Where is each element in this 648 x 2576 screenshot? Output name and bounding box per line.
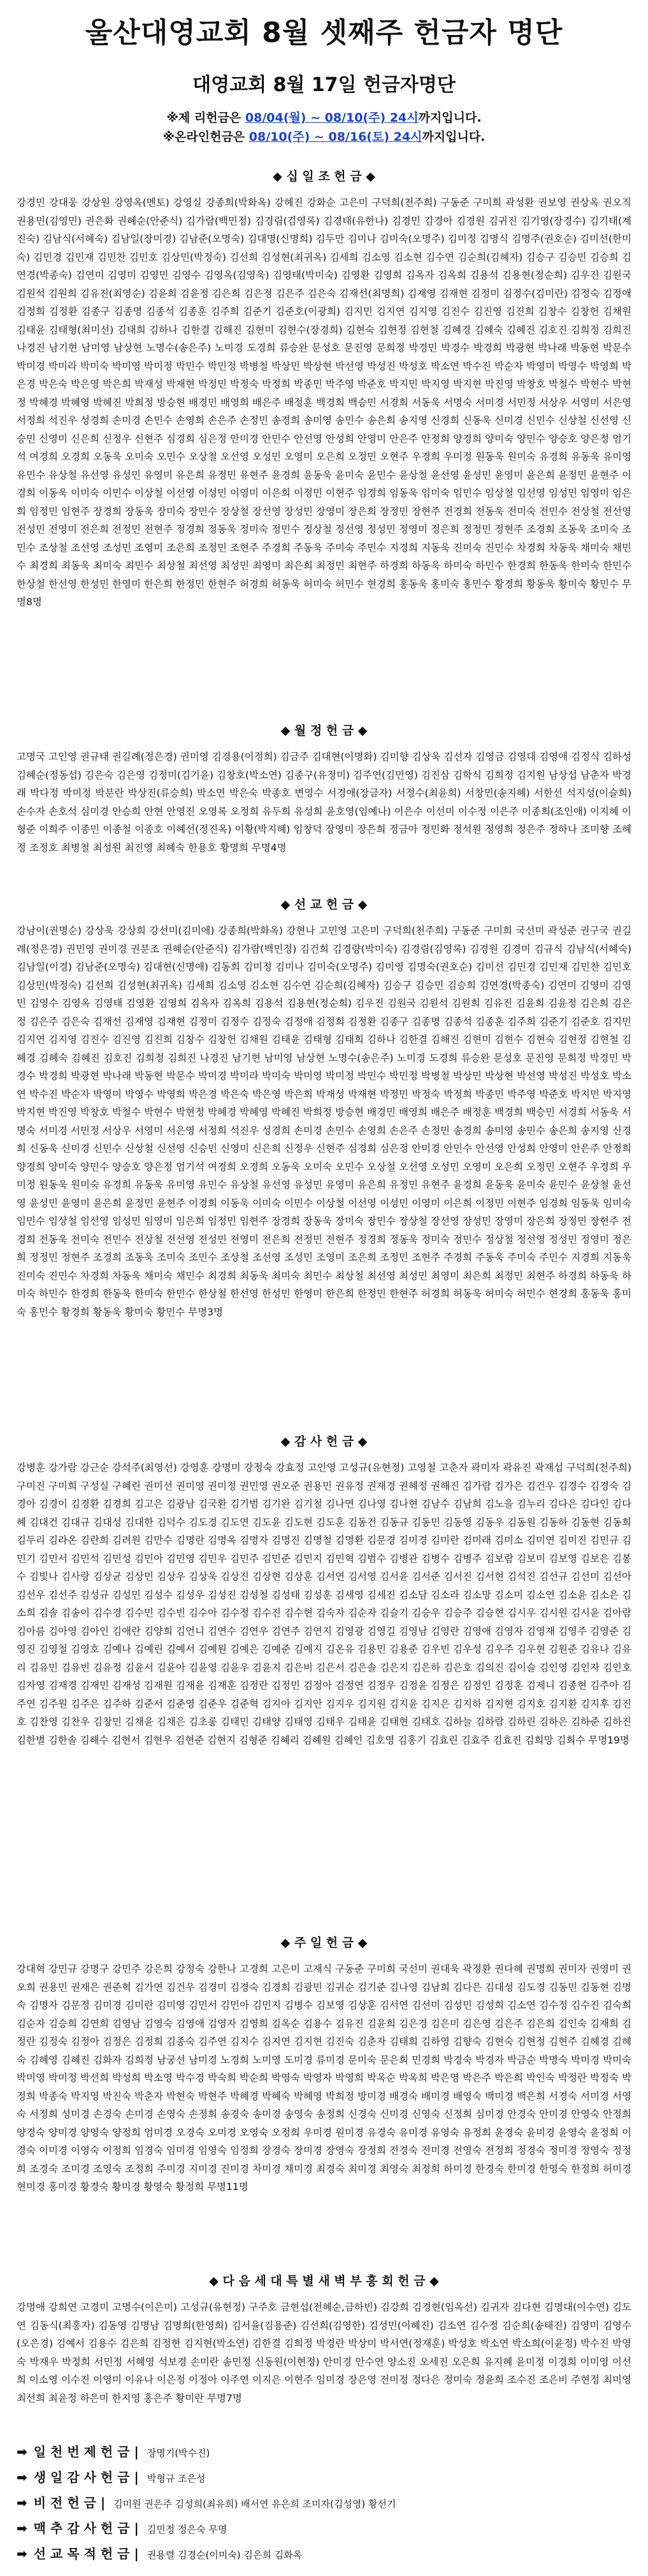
- notice-prefix: ※제 리헌금은: [166, 111, 245, 125]
- bottom-list: [17, 2439, 631, 2566]
- row-value: 장명기(박수진): [147, 2447, 210, 2459]
- arrow-icon: ➡: [17, 2521, 27, 2536]
- notice-prefix: ※온라인헌금은: [162, 130, 249, 144]
- donor-list: 강남이(권명순) 강상욱 강상희 강선미(김미애) 강종희(박화옥) 강현나 고민영 고은미 구덕희(천주희) 구동준 구미희 국선미 곽성준 권구국 권길례(정은경) 권민영 권미경 권분조 권혜순(안준식) 김가람(백민정) 김건희 김경량(박미숙) 김경림(김영록) 김경원 김경미 김규식 김남식(서혜숙) 김남일(이경) 김남준(오명숙) 김대현(신명애) 김동희 김미정 김미나 김미숙(오명주) 김미영 김명숙(권호순) 김미선 김민경 김민재 김민찬 김민호 김상민(박정숙) 김선희 김성현(최귀옥) 김세희 김소영 김소현 김수연 김순희(김혜자) 김승구 김승민 김승희 김연경(박종숙) 김연미 김영미 김영민 김영수 김영옥 김영태 김영환 김영희 김옥자 김옥희 김용석 김용현(정순희) 김우진 김원국 김원석 김원희 김유진 김윤희 김윤정 김은희 김은정 김은주 김은숙 김재선 김재영 김재현 김정미 김정수 김정숙 김정애 김정희 김정환 김종구 김종명 김종석 김종훈 김주희 김준기 김준호 김지민 김지연 김지영 김진수 김진영 김진희 김창수 김창헌 김채원 김태윤 김태형 김태희 김하나 김한결 김해진 김현미 김현수 김현숙 김현정 김현철 김혜경 김혜숙 김혜진 김호진 김희정 김희진 나경진 남기현 남미영 남상현 노명수(송은주) 노미경 도경희 류승완 문성호 문진영 문희정 박경민 박경수 박경희 박광현 박나래 박동현 박문수 박미경 박미라 박미숙 박미영 박미정 박민수 박민정 박병철 박상민 박상현 박선영 박성진 박성호 박소연 박수진 박순자 박영미 박영수 박영희 박은경 박은숙 박은영 박은희 박재성 박재현 박정민 박정숙 박정희 박종민 박주영 박준호 박지민 박지영 박지현 박진영 박창호 박철수 박현수 박현정 박혜경 박혜영 박혜진 박희정 방승현 배경민 배영희 배은주 배정훈 백경희 백승민 서경희 서동욱 서명숙 서미경 서민정 서상우 서영미 서은영 서정희 석진우 성경희 손미경 손민수 손영희 손은주 손정민 송경희 송미영 송민수 송은희 송지영 신경희 신동욱 신미경 신민수 신상철 신선영 신승민 신영미 신은희 신정우 신현주 심경희 심은정 안미경 안민수 안선영 안성희 안영미 안은주 안정희 양경희 양미숙 양민수 양승호 양은정 엄기석 여경희 오경희 오동욱 오미숙 오민수 오상철 오선영 오성민 오영미 오은희 오정민 오현주 우경희 우미정 원동욱 원미숙 유경희 유동욱 유미영 유민수 유상철 유선영 유성민 유영미 유은희 유정민 유현주 윤경희 윤동욱 윤미숙 윤민수 윤상철 윤선영 윤성민 윤영미 윤은희 윤정민 윤현주 이경희 이동욱 이미숙 이민수 이상철 이선영 이성민 이영미 이은희 이정민 이현주 임경희 임동욱 임미숙 임민수 임상철 임선영 임성민 임영미 임은희 임정민 임현주 장경희 장동욱 장미숙 장민수 장상철 장선영 장성민 장영미 장은희 장정민 장현주 전경희 전동욱 전미숙 전민수 전상철 전선영 전성민 전영미 전은희 전정민 전현주 정경희 정동욱 정미숙 정민수 정상철 정선영 정성민 정영미 정은희 정정민 정현주 조경희 조동욱 조미숙 조민수 조상철 조선영 조성민 조영미 조은희 조정민 조현주 주경희 주동욱 주미숙 주민수 지경희 지동욱 진미숙 진민수 차경희 차동욱 채미숙 채민수 최경희 최동욱 최미숙 최민수 최상철 최선영 최성민 최영미 최은희 최정민 최현주 하경희 하동욱 하미숙 하민수 한경희 한동욱 한미숙 한민수 한상철 한선영 한성민 한영미 한은희 한정민 한현주 허경희 허동욱 허미숙 허민수 현경희 홍동욱 홍미숙 홍민수 황경희 황동욱 황미숙 황민수 무명3명: [17, 925, 631, 1318]
- bottom-row-thousand: ➡ 일 천 번 제 헌 금 | 장명기(박수진): [17, 2444, 210, 2459]
- arrow-icon: ➡: [17, 2444, 27, 2459]
- notice-list: [0, 108, 648, 147]
- bottom-row-harvest: ➡ 맥 추 감 사 헌 금 | 김민정 정은숙 무명: [17, 2521, 227, 2536]
- arrow-icon: ➡: [17, 2470, 27, 2485]
- section-monthly: [17, 720, 631, 875]
- donor-list: 강병훈 강가람 강근순 강석주(최영선) 강영훈 강명미 강정숙 강효정 고인영 고성규(유현정) 고영철 고춘자 곽미자 곽유진 곽재섭 구덕희(천주희) 구미진 구미희 구성실 구혜린 권미선 권미영 권미정 권민영 권오준 권용민 권유정 권재경 권혜정 권해진 김가람 김가은 김건우 김경수 김경숙 김경아 김경이 김경환 김경희 김고은 김광남 김국환 김기범 김기완 김기철 김나연 김나영 김나현 김남수 김남희 김노을 김누리 김다은 김다인 김다혜 김대건 김대규 김대성 김대한 김덕수 김도경 김도연 김도윤 김도현 김도훈 김동건 김동규 김동민 김동영 김동우 김동원 김동하 김동현 김동희 김두리 김라온 김란희 김려원 김만수 김명란 김명옥 김명자 김명진 김명철 김명환 김문경 김미경 김미란 김미래 김미소 김미연 김미진 김민규 김민기 김민서 김민석 김민성 김민아 김민영 김민우 김민주 김민준 김민지 김민혁 김범수 김병관 김병수 김병주 김보람 김보미 김보영 김보은 김봉수 김빛나 김사랑 김상균 김상민 김상우 김상욱 김상진 김상현 김상훈 김서연 김서영 김서윤 김서준 김서진 김서현 김석진 김선규 김선미 김선아 김선우 김선주 김성규 김성민 김성수 김성우 김성진 김성철 김성태 김성훈 김세영 김세진 김소담 김소라 김소망 김소미 김소연 김소윤 김소은 김소희 김솔 김송이 김수경 김수민 김수빈 김수아 김수정 김수진 김수현 김숙자 김순자 김슬기 김승우 김승주 김승현 김시우 김시원 김시윤 김아람 김아름 김아영 김아인 김애란 김양희 김언니 김연수 김연우 김연주 김연지 김영광 김영길 김영남 김영란 김영애 김영자 김영재 김영주 김영준 김영진 김영철 김영호 김예나 김예린 김예서 김예원 김예은 김예준 김예지 김온유 김용민 김용준 김우빈 김우성 김우주 김우현 김원준 김유나 김유리 김유민 김유빈 김유정 김윤서 김윤아 김윤영 김윤우 김윤지 김은비 김은서 김은솔 김은지 김은하 김은호 김의진 김이슬 김인영 김인자 김인호 김자영 김재경 김재민 김재성 김재원 김재윤 김재훈 김정란 김정민 김정아 김정연 김정우 김정윤 김정은 김정인 김정훈 김제니 김종현 김주아 김주연 김주원 김주은 김주하 김준서 김준영 김준우 김준혁 김지아 김지안 김지우 김지원 김지윤 김지은 김지하 김지현 김지호 김지환 김지후 김진호 김찬영 김찬우 김창민 김채윤 김채은 김초롱 김태민 김태양 김태영 김태우 김태윤 김태현 김태호 김하늘 김하람 김하린 김하은 김하준 김하진 김한별 김한솔 김해수 김현서 김현우 김현준 김현지 김형준 김혜리 김혜원 김혜인 김호영 김홍기 김효린 김효주 김효진 김희망 김희수 무명19명: [17, 1462, 631, 1746]
- section-title: ◆ 주 일 헌 금 ◆: [280, 1936, 368, 1950]
- bottom-row-vision: ➡ 비 전 헌 금 | 김미원 권은주 김성희(최유희) 배서연 유은희 조미자(김성영) 황선기: [17, 2495, 396, 2510]
- notice-period: 08/04(월) ~ 08/10(주) 24시: [245, 111, 419, 125]
- arrow-icon: ➡: [17, 2495, 27, 2510]
- donor-list: 강명애 강희연 고경미 고명수(이은미) 고성규(유현정) 구주호 금현섭(전혜순,금하빈) 김강희 김경현(임옥선) 김귀자 김다현 김명대(이수연) 김도연 김동식(최홍자) 김동영 김명남 김명희(한영희) 김서율(김용준) 김선희(김영한) 김성민(이혜진) 김소연 김수정 김순희(송태진) 김영미 김영수(오은경) 김예서 김용수 김은희 김정현 김지현(박소연) 김한결 김희정 박경란 박상미 박서연(정재훈) 박성호 박소연 박소희(이윤정) 박수진 박영숙 박재우 박정희 서민정 서혜영 석보경 손미란 송민정 신동원(이현정) 안미경 안수연 양소진 오세진 오은희 유지혜 윤미정 이경희 이미영 이선희 이소영 이수진 이영미 이유나 이은정 이정아 이주연 이지은 이현주 임미경 장은영 전미정 정다은 정미숙 정윤희 조수진 조은비 주현정 최미영 최선희 최윤정 하은미 한지영 홍은주 황미란 무명7명: [17, 2301, 631, 2404]
- donor-list: 강경민 강대웅 강상원 강영옥(멘토) 강영실 강종희(박화옥) 강혜진 강화순 고은미 구덕희(천주희) 구동준 구미희 곽성환 권보영 권상옥 권오직 권용민(김영민) 권은화 권혜순(안준식) 김가람(백민정) 김경림(김영록) 김경태(유한나) 김경민 김경아 김경원 김귀진 김기영(장경수) 김기태(계진숙) 김남식(서혜숙) 김남일(장미경) 김남준(오명숙) 김대명(신명희) 김두만 김미나 김미숙(오명주) 김미정 김명식 김명주(권호순) 김미선(한미숙) 김민경 김민재 김민찬 김민호 김상민(박정숙) 김선희 김성현(최귀옥) 김세희 김소영 김소현 김수연 김순희(김혜자) 김승구 김승민 김승희 김연경(박종숙) 김연미 김영미 김영민 김영수 김영옥(김영욱) 김영태(박미숙) 김영환 김영희 김옥자 김옥희 김용석 김용현(정순희) 김우진 김원국 김원석 김원희 김유진(최영순) 김윤희 김윤정 김은희 김은정 김은주 김은숙 김재선(최명희) 김재영 김재현 김정미 김정수(김미란) 김정숙 김정애 김정희 김정환 김종구 김종명 김종석 김종훈 김주희 김준기 김준호(이광희) 김지민 김지연 김지영 김진수 김진영 김진희 김창수 김창헌 김채원 김태윤 김태형(최미선) 김태희 김하나 김한결 김해진 김현미 김현수(장경희) 김현숙 김현정 김현철 김혜경 김혜숙 김혜진 김호진 김희정 김희진 나경진 남기현 남미영 남상현 노명수(송은주) 노미경 도경희 류승완 문성호 문진영 문희정 박경민 박경수 박경희 박광현 박나래 박동현 박문수 박미경 박미라 박미숙 박미영 박미정 박민수 박민정 박병철 박상민 박상현 박선영 박성진 박성호 박소연 박수진 박순자 박영미 박영수 박영희 박은경 박은숙 박은영 박은희 박재성 박재현 박정민 박정숙 박정희 박종민 박주영 박준호 박지민 박지영 박지현 박진영 박창호 박철수 박현수 박현정 박혜경 박혜영 박혜진 박희정 방승현 배경민 배영희 배은주 배정훈 백경희 백승민 서경희 서동욱 서명숙 서미경 서민정 서상우 서영미 서은영 서정희 석진우 성경희 손미경 손민수 손영희 손은주 손정민 송경희 송미영 송민수 송은희 송지영 신경희 신동욱 신미경 신민수 신상철 신선영 신승민 신영미 신은희 신정우 신현주 심경희 심은정 안미경 안민수 안선영 안성희 안영미 안은주 안정희 양경희 양미숙 양민수 양승호 양은정 엄기석 여경희 오경희 오동욱 오미숙 오민수 오상철 오선영 오성민 오영미 오은희 오정민 오현주 우경희 우미정 원동욱 원미숙 유경희 유동욱 유미영 유민수 유상철 유선영 유성민 유영미 유은희 유정민 유현주 윤경희 윤동욱 윤미숙 윤민수 윤상철 윤선영 윤성민 윤영미 윤은희 윤정민 윤현주 이경희 이동욱 이미숙 이민수 이상철 이선영 이성민 이영미 이은희 이정민 이현주 임경희 임동욱 임미숙 임민수 임상철 임선영 임성민 임영미 임은희 임정민 임현주 장경희 장동욱 장미숙 장민수 장상철 장선영 장성민 장영미 장은희 장정민 장현주 전경희 전동욱 전미숙 전민수 전상철 전선영 전성민 전영미 전은희 전정민 전현주 정경희 정동욱 정미숙 정민수 정상철 정선영 정성민 정영미 정은희 정정민 정현주 조경희 조동욱 조미숙 조민수 조상철 조선영 조성민 조영미 조은희 조정민 조현주 주경희 주동욱 주미숙 주민수 지경희 지동욱 진미숙 진민수 차경희 차동욱 채미숙 채민수 최경희 최동욱 최미숙 최민수 최상철 최선영 최성민 최영미 최은희 최정민 최현주 하경희 하동욱 하미숙 하민수 한경희 한동욱 한미숙 한민수 한상철 한선영 한성민 한영미 한은희 한정민 한현주 허경희 허동욱 허미숙 허민수 현경희 홍동욱 홍미숙 홍민수 황경희 황동욱 황미숙 황민수 무명8명: [17, 197, 631, 608]
- page-subtitle: 대영교회 8월 17일 헌금자명단: [192, 74, 456, 96]
- section-title: ◆ 십 일 조 헌 금 ◆: [273, 169, 375, 183]
- arrow-icon: ➡: [17, 2546, 27, 2561]
- row-label: 일 천 번 제 헌 금: [33, 2444, 130, 2459]
- notice-suffix: 까지입니다.: [418, 111, 482, 125]
- bottom-row-birthday: ➡ 생 일 감 사 헌 금 | 박형규 조은성: [17, 2470, 206, 2485]
- notice-offline: [0, 108, 648, 127]
- section-title: ◆ 선 교 헌 금 ◆: [280, 898, 368, 912]
- notice-period: 08/10(주) ~ 08/16(토) 24시: [248, 130, 422, 144]
- section-mission: [17, 894, 631, 1412]
- row-value: 김민정 정은숙 무명: [147, 2524, 227, 2535]
- donor-list: 고명국 고인영 권규태 권길례(정은경) 권미영 김경용(이정희) 김금주 김대현(이명화) 김미향 김상욱 김선자 김영금 김영대 김영애 김정식 김하성 김혜순(정동섭) 김은숙 김은영 김정미(김기윤) 김창호(박소연) 김종구(유정미) 김주연(김민영) 김진삼 김학식 김희정 김지원 남상섭 남춘자 박경래 박다정 박미정 박분란 박상진(류승희) 박소연 박은숙 박종호 변영수 서경애(장금자) 서정수(최윤희) 서창민(송지혜) 서한선 석지성(이슬희) 손수자 손호석 심미경 안승희 안현 안영진 오영록 오정희 유두희 유성희 윤호영(임예나) 이은수 이선미 이수정 이은주 이종희(조인애) 이지혜 이형준 이희주 이종민 이종철 이종호 이혜선(정진옥) 이황(박지혜) 임창덕 장영미 장은희 정금아 정민화 정석원 정영희 정은주 정하나 조미향 조혜정 조정호 최병철 최성원 최진영 최혜숙 한용호 황명희 무명4명: [17, 751, 631, 854]
- page-title: 울산대영교회 8월 셋째주 헌금자 명단: [85, 17, 563, 49]
- row-label: 비 전 헌 금: [33, 2495, 96, 2510]
- section-title: ◆ 월 정 헌 금 ◆: [280, 724, 368, 738]
- section-revival: [17, 2270, 631, 2407]
- row-label: 생 일 감 사 헌 금: [33, 2470, 130, 2485]
- donor-list: 강대혁 강민규 강명구 강민주 강은희 강정숙 강한나 고경희 고은미 고재식 구동준 구미희 국선미 권대욱 곽정환 권다혜 권명희 권미자 권영미 권오희 권용민 권재은 권준혁 김가연 김건우 김경미 김경숙 김경희 김광민 김귀순 김기준 김나영 김남희 김다은 김대성 김도경 김동민 김동현 김명숙 김명자 김문정 김미경 김미란 김미영 김민서 김민아 김민지 김병수 김보영 김상훈 김서연 김선미 김성민 김성희 김소연 김수정 김수진 김숙희 김순자 김승희 김연희 김영남 김영숙 김영애 김영자 김영희 김옥순 김용수 김유진 김윤희 김은경 김은미 김은영 김은주 김은희 김인숙 김재희 김정란 김정숙 김정아 김정은 김정희 김종숙 김주연 김지수 김지연 김지현 김진숙 김춘자 김태희 김하영 김향숙 김현숙 김현정 김현주 김혜경 김혜숙 김혜영 김혜진 김화자 김희정 남궁선 남미경 노경희 노미영 도미경 류미경 문미숙 문은희 민경희 박경숙 박경자 박금순 박명숙 박미경 박미숙 박미영 박미정 박선희 박성희 박소영 박수경 박숙희 박순희 박영숙 박영자 박영희 박옥순 박옥희 박은영 박은주 박은희 박인숙 박정란 박정숙 박정희 박종숙 박지영 박진숙 박춘자 박현숙 박현주 박혜경 박혜숙 박혜영 박희정 방미경 배경숙 배미경 배영숙 백미경 백은희 서경숙 서미경 서영숙 서정희 성미경 손경숙 손미경 손영숙 손정희 송경숙 송미경 송영숙 송정희 신경숙 신미경 신영숙 신정희 심미경 안경숙 안미경 안영숙 안정희 양경숙 양미경 양영숙 양정희 엄미경 오경숙 오미경 오영숙 오정희 우미경 원미경 유경숙 유미경 유영숙 유정희 윤경숙 윤미경 윤영숙 윤정희 이경숙 이미경 이영숙 이정희 임경숙 임미경 임영숙 임정희 장경숙 장미경 장영숙 장정희 전경숙 전미경 전영숙 전정희 정경숙 정미경 정영숙 정정희 조경숙 조미경 조영숙 조정희 주미경 지미경 진미경 차미경 채미경 최경숙 최미경 최영숙 최정희 하미경 한경숙 한미경 한영숙 한정희 허미경 현미경 홍미경 황경숙 황미경 황영숙 황정희 무명11명: [17, 1963, 631, 2193]
- row-label: 선 교 목 적 헌 금: [33, 2546, 130, 2561]
- row-value: 박형규 조은성: [147, 2473, 206, 2484]
- bottom-row-mission-purpose: ➡ 선 교 목 적 헌 금 | 권용렬 김경순(이미숙) 김은희 김화옥: [17, 2546, 303, 2561]
- row-value: 김미원 권은주 김성희(최유희) 배서연 유은희 조미자(김성영) 황선기: [113, 2498, 396, 2510]
- section-title: ◆ 감 사 헌 금 ◆: [280, 1435, 368, 1449]
- section-title: ◆ 다 음 세 대 특 별 새 벽 부 흥 회 헌 금 ◆: [209, 2274, 439, 2288]
- row-value: 권용렬 김경순(이미숙) 김은희 김화옥: [147, 2549, 303, 2561]
- notice-suffix: 까지입니다.: [422, 130, 486, 144]
- section-thanksgiving: [17, 1431, 631, 1913]
- section-tithe: [17, 166, 631, 701]
- section-sunday: [17, 1932, 631, 2251]
- row-label: 맥 추 감 사 헌 금: [33, 2521, 130, 2536]
- notice-online: [0, 127, 648, 147]
